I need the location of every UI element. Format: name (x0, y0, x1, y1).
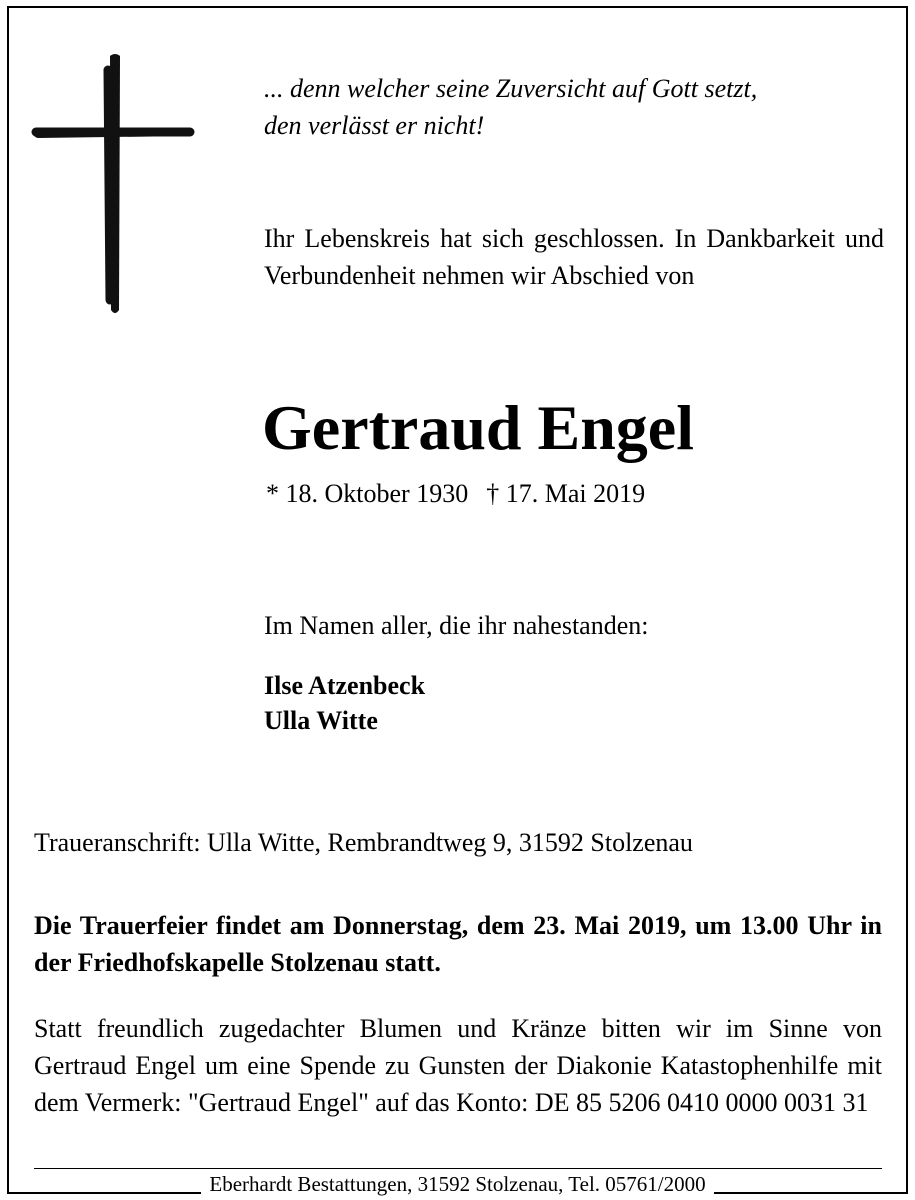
mourners-list (264, 668, 425, 738)
donation-request: Statt freundlich zugedachter Blumen und Kränze bitten wir im Sinne von Gertraud Engel um eine Spende zu Gunsten der Diakonie Katastophenhilfe mit dem Vermerk: "Gertraud Engel" auf das Konto: DE 85 5206 0410 0000 0031 31 (34, 1014, 882, 1117)
mourner-name: Ulla Witte (264, 706, 378, 735)
mourners-intro: Im Namen aller, die ihr nahestanden: (264, 611, 649, 640)
funeral-home-footer (0, 1170, 915, 1198)
life-dates (266, 476, 645, 512)
bible-quote-line-1: ... denn welcher seine Zuversicht auf Gott setzt, (264, 74, 758, 103)
mourning-address: Traueranschrift: Ulla Witte, Rembrandtweg 9, 31592 Stolzenau (34, 828, 693, 857)
bible-quote-line-2: den verlässt er nicht! (264, 111, 485, 140)
cross-icon (30, 50, 195, 320)
funeral-service-info: Die Trauerfeier findet am Donnerstag, dem 23. Mai 2019, um 13.00 Uhr in der Friedhofskapelle Stolzenau statt. (34, 911, 882, 977)
footer-divider (34, 1168, 882, 1169)
funeral-home-info: Eberhardt Bestattungen, 31592 Stolzenau, Tel. 05761/2000 (201, 1172, 713, 1196)
deceased-name: Gertraud Engel (262, 392, 694, 463)
mourner-name: Ilse Atzenbeck (264, 671, 426, 700)
birth-date: * 18. Oktober 1930 (266, 479, 469, 508)
bible-quote (264, 70, 884, 144)
death-date: † 17. Mai 2019 (486, 479, 646, 508)
farewell-text: Ihr Lebenskreis hat sich geschlossen. In Dankbarkeit und Verbundenheit nehmen wir Abschied von (264, 224, 884, 290)
